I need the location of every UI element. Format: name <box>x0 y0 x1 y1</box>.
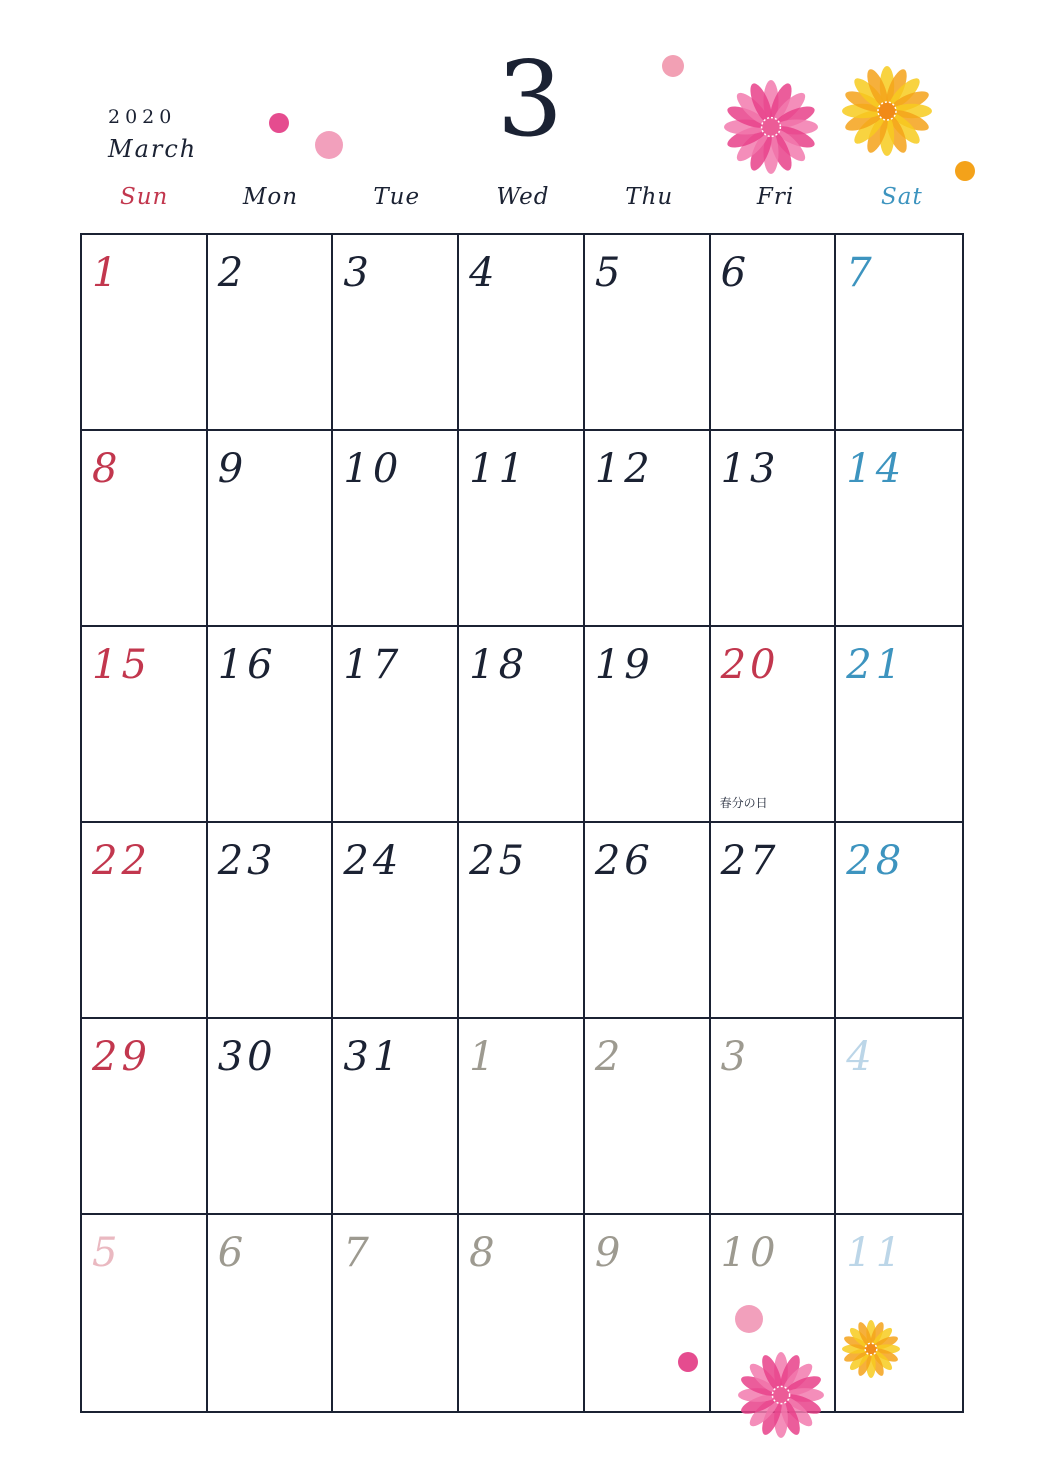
day-number: 19 <box>594 642 654 688</box>
day-number: 3 <box>343 250 373 296</box>
day-number: 15 <box>92 642 151 688</box>
day-number: 1 <box>469 1034 499 1080</box>
orange-flower-icon <box>840 64 934 158</box>
day-cell[interactable] <box>711 431 837 627</box>
day-number: 28 <box>846 838 906 884</box>
day-cell[interactable] <box>585 1019 711 1215</box>
flower-center <box>762 118 781 137</box>
day-cell[interactable] <box>82 431 208 627</box>
day-cell[interactable] <box>836 1215 962 1411</box>
weekday-thu: Thu <box>625 184 674 210</box>
year-label: 2020 <box>108 106 177 128</box>
day-number: 9 <box>594 1230 625 1276</box>
day-number: 9 <box>217 446 248 492</box>
day-cell[interactable] <box>208 235 334 431</box>
day-number: 2 <box>594 1034 625 1080</box>
day-cell[interactable] <box>711 627 837 823</box>
day-number: 8 <box>469 1230 499 1276</box>
flower-center <box>878 102 896 120</box>
day-cell[interactable] <box>82 823 208 1019</box>
weekday-sat: Sat <box>880 184 923 210</box>
day-cell[interactable] <box>459 823 585 1019</box>
weekday-tue: Tue <box>373 184 421 210</box>
day-cell[interactable] <box>82 627 208 823</box>
day-cell[interactable] <box>208 431 334 627</box>
holiday-note: 春分の日 <box>719 796 768 810</box>
month-name-label: March <box>108 135 198 163</box>
day-cell[interactable] <box>711 235 837 431</box>
pink-flower-icon <box>722 78 820 176</box>
day-number: 31 <box>343 1034 403 1080</box>
day-number: 20 <box>720 642 780 688</box>
day-cell[interactable] <box>333 627 459 823</box>
pink-dot-icon <box>734 1304 764 1334</box>
pink-dot-icon <box>314 130 344 160</box>
day-cell[interactable] <box>82 1019 208 1215</box>
day-cell[interactable] <box>333 1215 459 1411</box>
day-number: 26 <box>594 838 654 884</box>
pink-dot-icon <box>677 1351 699 1373</box>
day-number: 11 <box>469 446 529 492</box>
day-cell[interactable] <box>333 1019 459 1215</box>
day-cell[interactable] <box>836 823 962 1019</box>
day-cell[interactable] <box>82 1215 208 1411</box>
day-cell[interactable] <box>333 431 459 627</box>
day-number: 2 <box>217 250 248 296</box>
weekday-sun: Sun <box>119 184 169 210</box>
day-cell[interactable] <box>208 1215 334 1411</box>
day-number: 4 <box>469 250 499 296</box>
day-number: 18 <box>469 642 529 688</box>
day-cell[interactable] <box>836 235 962 431</box>
day-number: 22 <box>92 838 151 884</box>
weekday-fri: Fri <box>756 184 795 210</box>
day-number: 24 <box>343 838 403 884</box>
orange-flower-icon <box>840 1318 902 1380</box>
day-number: 13 <box>720 446 780 492</box>
pink-dot-icon <box>268 112 290 134</box>
day-number: 8 <box>92 446 122 492</box>
month-number: 3 <box>496 38 564 160</box>
pink-dot-icon <box>661 54 685 78</box>
flower-center <box>865 1343 877 1355</box>
calendar-grid <box>80 233 964 1413</box>
day-number: 10 <box>343 446 403 492</box>
day-number: 5 <box>92 1230 122 1276</box>
weekday-header <box>81 184 965 218</box>
day-number: 12 <box>594 446 654 492</box>
day-number: 6 <box>217 1230 248 1276</box>
day-cell[interactable] <box>585 627 711 823</box>
flower-center <box>772 1386 789 1403</box>
day-cell[interactable] <box>459 1019 585 1215</box>
day-cell[interactable] <box>585 823 711 1019</box>
day-cell[interactable] <box>459 1215 585 1411</box>
weekday-mon: Mon <box>242 184 299 210</box>
day-cell[interactable] <box>82 235 208 431</box>
day-number: 7 <box>343 1230 373 1276</box>
day-cell[interactable] <box>585 431 711 627</box>
day-cell[interactable] <box>208 1019 334 1215</box>
day-number: 29 <box>92 1034 151 1080</box>
day-cell[interactable] <box>585 235 711 431</box>
day-cell[interactable] <box>459 627 585 823</box>
day-cell[interactable] <box>585 1215 711 1411</box>
day-number: 17 <box>343 642 403 688</box>
day-number: 6 <box>720 250 751 296</box>
day-number: 10 <box>720 1230 780 1276</box>
day-number: 14 <box>846 446 906 492</box>
pink-flower-icon <box>736 1350 826 1440</box>
day-number: 23 <box>217 838 277 884</box>
weekday-wed: Wed <box>496 184 550 210</box>
day-number: 30 <box>217 1034 277 1080</box>
day-number: 27 <box>720 838 780 884</box>
day-cell[interactable] <box>836 1019 962 1215</box>
day-cell[interactable] <box>459 235 585 431</box>
day-number: 3 <box>720 1034 751 1080</box>
day-number: 25 <box>469 838 529 884</box>
day-cell[interactable] <box>208 627 334 823</box>
day-cell[interactable] <box>333 823 459 1019</box>
day-cell[interactable] <box>711 1019 837 1215</box>
day-cell[interactable] <box>333 235 459 431</box>
day-number: 5 <box>594 250 625 296</box>
day-number: 4 <box>846 1034 876 1080</box>
day-cell[interactable] <box>459 431 585 627</box>
day-number: 21 <box>846 642 906 688</box>
day-number: 1 <box>92 250 122 296</box>
day-number: 7 <box>846 250 876 296</box>
day-number: 11 <box>846 1230 906 1276</box>
day-cell[interactable] <box>208 823 334 1019</box>
day-cell[interactable] <box>836 431 962 627</box>
day-cell[interactable] <box>836 627 962 823</box>
day-cell[interactable] <box>711 823 837 1019</box>
day-number: 16 <box>217 642 277 688</box>
orange-dot-icon <box>954 160 976 182</box>
